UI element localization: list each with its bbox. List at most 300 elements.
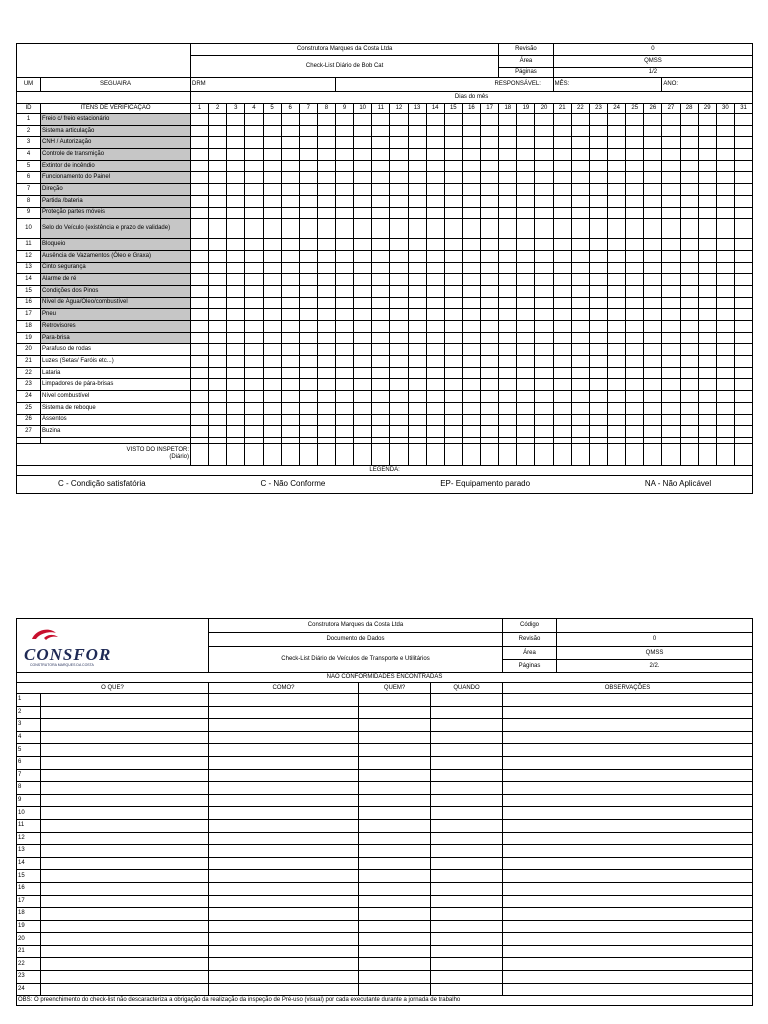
day-check-cell[interactable] <box>209 309 227 321</box>
day-check-cell[interactable] <box>499 274 517 286</box>
day-check-cell[interactable] <box>644 172 662 184</box>
day-check-cell[interactable] <box>499 414 517 426</box>
day-check-cell[interactable] <box>571 195 589 207</box>
day-check-cell[interactable] <box>734 297 752 309</box>
day-check-cell[interactable] <box>444 137 462 149</box>
day-check-cell[interactable] <box>354 309 372 321</box>
day-check-cell[interactable] <box>209 297 227 309</box>
day-check-cell[interactable] <box>734 309 752 321</box>
day-check-cell[interactable] <box>553 195 571 207</box>
day-check-cell[interactable] <box>553 137 571 149</box>
day-check-cell[interactable] <box>336 321 354 333</box>
inspector-sign-cell[interactable] <box>734 443 752 465</box>
day-check-cell[interactable] <box>626 414 644 426</box>
day-check-cell[interactable] <box>354 356 372 368</box>
day-check-cell[interactable] <box>263 137 281 149</box>
day-check-cell[interactable] <box>281 414 299 426</box>
how-cell[interactable] <box>209 744 359 757</box>
day-check-cell[interactable] <box>553 114 571 126</box>
day-check-cell[interactable] <box>299 391 317 403</box>
day-check-cell[interactable] <box>571 207 589 219</box>
day-check-cell[interactable] <box>245 262 263 274</box>
day-check-cell[interactable] <box>408 367 426 379</box>
inspector-sign-cell[interactable] <box>263 443 281 465</box>
day-check-cell[interactable] <box>354 321 372 333</box>
day-check-cell[interactable] <box>734 239 752 251</box>
day-check-cell[interactable] <box>680 219 698 239</box>
day-check-cell[interactable] <box>680 160 698 172</box>
day-check-cell[interactable] <box>608 402 626 414</box>
when-cell[interactable] <box>431 744 503 757</box>
how-cell[interactable] <box>209 933 359 946</box>
what-cell[interactable] <box>41 870 209 883</box>
day-check-cell[interactable] <box>535 195 553 207</box>
inspector-sign-cell[interactable] <box>608 443 626 465</box>
day-check-cell[interactable] <box>644 262 662 274</box>
day-check-cell[interactable] <box>662 356 680 368</box>
day-check-cell[interactable] <box>462 297 480 309</box>
day-check-cell[interactable] <box>390 274 408 286</box>
day-check-cell[interactable] <box>444 367 462 379</box>
when-cell[interactable] <box>431 908 503 921</box>
day-check-cell[interactable] <box>336 160 354 172</box>
how-cell[interactable] <box>209 857 359 870</box>
day-check-cell[interactable] <box>680 285 698 297</box>
inspector-sign-cell[interactable] <box>553 443 571 465</box>
day-check-cell[interactable] <box>553 297 571 309</box>
day-check-cell[interactable] <box>462 414 480 426</box>
day-check-cell[interactable] <box>299 219 317 239</box>
day-check-cell[interactable] <box>227 262 245 274</box>
day-check-cell[interactable] <box>644 367 662 379</box>
day-check-cell[interactable] <box>734 356 752 368</box>
day-check-cell[interactable] <box>336 297 354 309</box>
day-check-cell[interactable] <box>517 172 535 184</box>
day-check-cell[interactable] <box>698 195 716 207</box>
day-check-cell[interactable] <box>680 149 698 161</box>
day-check-cell[interactable] <box>281 285 299 297</box>
day-check-cell[interactable] <box>191 414 209 426</box>
day-check-cell[interactable] <box>462 137 480 149</box>
day-check-cell[interactable] <box>589 297 607 309</box>
day-check-cell[interactable] <box>209 160 227 172</box>
day-check-cell[interactable] <box>372 285 390 297</box>
day-check-cell[interactable] <box>191 332 209 344</box>
day-check-cell[interactable] <box>299 297 317 309</box>
day-check-cell[interactable] <box>698 207 716 219</box>
day-check-cell[interactable] <box>245 332 263 344</box>
observations-cell[interactable] <box>503 870 753 883</box>
day-check-cell[interactable] <box>499 137 517 149</box>
day-check-cell[interactable] <box>662 274 680 286</box>
day-check-cell[interactable] <box>716 285 734 297</box>
how-cell[interactable] <box>209 971 359 984</box>
day-check-cell[interactable] <box>462 274 480 286</box>
when-cell[interactable] <box>431 882 503 895</box>
who-cell[interactable] <box>359 794 431 807</box>
day-check-cell[interactable] <box>662 297 680 309</box>
day-check-cell[interactable] <box>354 195 372 207</box>
day-check-cell[interactable] <box>408 184 426 196</box>
day-check-cell[interactable] <box>209 274 227 286</box>
day-check-cell[interactable] <box>626 309 644 321</box>
day-check-cell[interactable] <box>680 414 698 426</box>
day-check-cell[interactable] <box>608 207 626 219</box>
day-check-cell[interactable] <box>481 391 499 403</box>
day-check-cell[interactable] <box>535 149 553 161</box>
day-check-cell[interactable] <box>390 195 408 207</box>
day-check-cell[interactable] <box>734 414 752 426</box>
inspector-sign-cell[interactable] <box>698 443 716 465</box>
day-check-cell[interactable] <box>626 219 644 239</box>
day-check-cell[interactable] <box>372 332 390 344</box>
day-check-cell[interactable] <box>317 149 335 161</box>
day-check-cell[interactable] <box>553 391 571 403</box>
day-check-cell[interactable] <box>535 344 553 356</box>
day-check-cell[interactable] <box>245 402 263 414</box>
day-check-cell[interactable] <box>680 184 698 196</box>
day-check-cell[interactable] <box>191 297 209 309</box>
day-check-cell[interactable] <box>608 379 626 391</box>
day-check-cell[interactable] <box>662 402 680 414</box>
day-check-cell[interactable] <box>698 414 716 426</box>
day-check-cell[interactable] <box>716 391 734 403</box>
day-check-cell[interactable] <box>716 207 734 219</box>
day-check-cell[interactable] <box>336 250 354 262</box>
day-check-cell[interactable] <box>209 219 227 239</box>
day-check-cell[interactable] <box>444 207 462 219</box>
day-check-cell[interactable] <box>281 137 299 149</box>
responsavel-field[interactable] <box>336 78 554 92</box>
day-check-cell[interactable] <box>535 402 553 414</box>
day-check-cell[interactable] <box>227 344 245 356</box>
who-cell[interactable] <box>359 756 431 769</box>
day-check-cell[interactable] <box>553 184 571 196</box>
day-check-cell[interactable] <box>354 219 372 239</box>
day-check-cell[interactable] <box>245 160 263 172</box>
day-check-cell[interactable] <box>426 414 444 426</box>
day-check-cell[interactable] <box>644 309 662 321</box>
day-check-cell[interactable] <box>553 262 571 274</box>
day-check-cell[interactable] <box>372 239 390 251</box>
day-check-cell[interactable] <box>553 332 571 344</box>
day-check-cell[interactable] <box>245 219 263 239</box>
day-check-cell[interactable] <box>481 285 499 297</box>
observations-cell[interactable] <box>503 882 753 895</box>
day-check-cell[interactable] <box>589 356 607 368</box>
day-check-cell[interactable] <box>626 250 644 262</box>
day-check-cell[interactable] <box>227 414 245 426</box>
inspector-sign-cell[interactable] <box>589 443 607 465</box>
day-check-cell[interactable] <box>336 125 354 137</box>
day-check-cell[interactable] <box>444 160 462 172</box>
day-check-cell[interactable] <box>716 414 734 426</box>
how-cell[interactable] <box>209 769 359 782</box>
day-check-cell[interactable] <box>263 114 281 126</box>
day-check-cell[interactable] <box>571 356 589 368</box>
day-check-cell[interactable] <box>354 274 372 286</box>
day-check-cell[interactable] <box>608 297 626 309</box>
day-check-cell[interactable] <box>571 184 589 196</box>
inspector-sign-cell[interactable] <box>281 443 299 465</box>
day-check-cell[interactable] <box>698 285 716 297</box>
day-check-cell[interactable] <box>281 207 299 219</box>
day-check-cell[interactable] <box>481 160 499 172</box>
inspector-sign-cell[interactable] <box>354 443 372 465</box>
day-check-cell[interactable] <box>535 207 553 219</box>
day-check-cell[interactable] <box>426 367 444 379</box>
day-check-cell[interactable] <box>299 356 317 368</box>
day-check-cell[interactable] <box>571 219 589 239</box>
who-cell[interactable] <box>359 782 431 795</box>
day-check-cell[interactable] <box>644 414 662 426</box>
day-check-cell[interactable] <box>245 172 263 184</box>
day-check-cell[interactable] <box>336 414 354 426</box>
day-check-cell[interactable] <box>716 149 734 161</box>
observations-cell[interactable] <box>503 958 753 971</box>
how-cell[interactable] <box>209 895 359 908</box>
day-check-cell[interactable] <box>644 184 662 196</box>
day-check-cell[interactable] <box>716 344 734 356</box>
day-check-cell[interactable] <box>299 332 317 344</box>
who-cell[interactable] <box>359 694 431 707</box>
day-check-cell[interactable] <box>444 332 462 344</box>
day-check-cell[interactable] <box>517 356 535 368</box>
day-check-cell[interactable] <box>553 274 571 286</box>
day-check-cell[interactable] <box>734 402 752 414</box>
day-check-cell[interactable] <box>626 137 644 149</box>
day-check-cell[interactable] <box>281 160 299 172</box>
day-check-cell[interactable] <box>716 426 734 438</box>
inspector-sign-cell[interactable] <box>209 443 227 465</box>
day-check-cell[interactable] <box>589 149 607 161</box>
when-cell[interactable] <box>431 832 503 845</box>
day-check-cell[interactable] <box>317 379 335 391</box>
day-check-cell[interactable] <box>535 219 553 239</box>
day-check-cell[interactable] <box>662 239 680 251</box>
day-check-cell[interactable] <box>227 285 245 297</box>
day-check-cell[interactable] <box>608 262 626 274</box>
day-check-cell[interactable] <box>734 332 752 344</box>
what-cell[interactable] <box>41 882 209 895</box>
day-check-cell[interactable] <box>517 285 535 297</box>
day-check-cell[interactable] <box>499 149 517 161</box>
how-cell[interactable] <box>209 832 359 845</box>
day-check-cell[interactable] <box>408 239 426 251</box>
day-check-cell[interactable] <box>589 114 607 126</box>
day-check-cell[interactable] <box>499 391 517 403</box>
day-check-cell[interactable] <box>589 207 607 219</box>
day-check-cell[interactable] <box>390 219 408 239</box>
day-check-cell[interactable] <box>571 414 589 426</box>
day-check-cell[interactable] <box>553 250 571 262</box>
day-check-cell[interactable] <box>517 160 535 172</box>
day-check-cell[interactable] <box>209 285 227 297</box>
day-check-cell[interactable] <box>626 239 644 251</box>
day-check-cell[interactable] <box>263 309 281 321</box>
day-check-cell[interactable] <box>553 426 571 438</box>
day-check-cell[interactable] <box>390 379 408 391</box>
mes-field[interactable] <box>553 78 662 92</box>
day-check-cell[interactable] <box>408 125 426 137</box>
day-check-cell[interactable] <box>734 172 752 184</box>
day-check-cell[interactable] <box>336 149 354 161</box>
day-check-cell[interactable] <box>191 321 209 333</box>
day-check-cell[interactable] <box>390 149 408 161</box>
day-check-cell[interactable] <box>626 297 644 309</box>
who-cell[interactable] <box>359 882 431 895</box>
day-check-cell[interactable] <box>716 137 734 149</box>
day-check-cell[interactable] <box>608 391 626 403</box>
day-check-cell[interactable] <box>191 367 209 379</box>
day-check-cell[interactable] <box>734 137 752 149</box>
day-check-cell[interactable] <box>336 274 354 286</box>
day-check-cell[interactable] <box>408 402 426 414</box>
who-cell[interactable] <box>359 744 431 757</box>
day-check-cell[interactable] <box>481 426 499 438</box>
day-check-cell[interactable] <box>426 250 444 262</box>
day-check-cell[interactable] <box>390 285 408 297</box>
day-check-cell[interactable] <box>517 426 535 438</box>
observations-cell[interactable] <box>503 719 753 732</box>
day-check-cell[interactable] <box>263 344 281 356</box>
day-check-cell[interactable] <box>571 274 589 286</box>
day-check-cell[interactable] <box>426 172 444 184</box>
day-check-cell[interactable] <box>426 195 444 207</box>
day-check-cell[interactable] <box>281 184 299 196</box>
day-check-cell[interactable] <box>734 344 752 356</box>
day-check-cell[interactable] <box>462 285 480 297</box>
when-cell[interactable] <box>431 769 503 782</box>
day-check-cell[interactable] <box>680 125 698 137</box>
day-check-cell[interactable] <box>571 402 589 414</box>
day-check-cell[interactable] <box>680 274 698 286</box>
day-check-cell[interactable] <box>608 332 626 344</box>
observations-cell[interactable] <box>503 920 753 933</box>
day-check-cell[interactable] <box>481 274 499 286</box>
day-check-cell[interactable] <box>354 262 372 274</box>
day-check-cell[interactable] <box>517 195 535 207</box>
day-check-cell[interactable] <box>644 125 662 137</box>
day-check-cell[interactable] <box>372 207 390 219</box>
day-check-cell[interactable] <box>462 149 480 161</box>
day-check-cell[interactable] <box>317 344 335 356</box>
day-check-cell[interactable] <box>209 195 227 207</box>
day-check-cell[interactable] <box>716 297 734 309</box>
day-check-cell[interactable] <box>317 195 335 207</box>
observations-cell[interactable] <box>503 832 753 845</box>
day-check-cell[interactable] <box>390 184 408 196</box>
day-check-cell[interactable] <box>317 402 335 414</box>
day-check-cell[interactable] <box>426 379 444 391</box>
day-check-cell[interactable] <box>680 137 698 149</box>
day-check-cell[interactable] <box>444 391 462 403</box>
day-check-cell[interactable] <box>734 321 752 333</box>
day-check-cell[interactable] <box>390 114 408 126</box>
day-check-cell[interactable] <box>517 402 535 414</box>
how-cell[interactable] <box>209 983 359 996</box>
day-check-cell[interactable] <box>336 356 354 368</box>
day-check-cell[interactable] <box>734 149 752 161</box>
observations-cell[interactable] <box>503 807 753 820</box>
day-check-cell[interactable] <box>626 332 644 344</box>
day-check-cell[interactable] <box>390 297 408 309</box>
day-check-cell[interactable] <box>281 391 299 403</box>
day-check-cell[interactable] <box>317 262 335 274</box>
inspector-sign-cell[interactable] <box>336 443 354 465</box>
day-check-cell[interactable] <box>444 379 462 391</box>
who-cell[interactable] <box>359 845 431 858</box>
day-check-cell[interactable] <box>317 160 335 172</box>
day-check-cell[interactable] <box>245 391 263 403</box>
observations-cell[interactable] <box>503 895 753 908</box>
day-check-cell[interactable] <box>662 262 680 274</box>
day-check-cell[interactable] <box>372 344 390 356</box>
when-cell[interactable] <box>431 958 503 971</box>
day-check-cell[interactable] <box>317 367 335 379</box>
day-check-cell[interactable] <box>408 219 426 239</box>
day-check-cell[interactable] <box>390 137 408 149</box>
observations-cell[interactable] <box>503 983 753 996</box>
day-check-cell[interactable] <box>444 184 462 196</box>
when-cell[interactable] <box>431 870 503 883</box>
day-check-cell[interactable] <box>191 250 209 262</box>
day-check-cell[interactable] <box>227 250 245 262</box>
day-check-cell[interactable] <box>209 125 227 137</box>
how-cell[interactable] <box>209 731 359 744</box>
when-cell[interactable] <box>431 794 503 807</box>
day-check-cell[interactable] <box>462 332 480 344</box>
day-check-cell[interactable] <box>209 414 227 426</box>
day-check-cell[interactable] <box>680 207 698 219</box>
day-check-cell[interactable] <box>608 137 626 149</box>
day-check-cell[interactable] <box>481 207 499 219</box>
day-check-cell[interactable] <box>263 149 281 161</box>
day-check-cell[interactable] <box>535 321 553 333</box>
day-check-cell[interactable] <box>281 356 299 368</box>
day-check-cell[interactable] <box>281 274 299 286</box>
day-check-cell[interactable] <box>426 344 444 356</box>
day-check-cell[interactable] <box>191 207 209 219</box>
day-check-cell[interactable] <box>553 321 571 333</box>
day-check-cell[interactable] <box>390 309 408 321</box>
day-check-cell[interactable] <box>680 250 698 262</box>
day-check-cell[interactable] <box>608 285 626 297</box>
day-check-cell[interactable] <box>245 137 263 149</box>
day-check-cell[interactable] <box>662 172 680 184</box>
day-check-cell[interactable] <box>408 379 426 391</box>
day-check-cell[interactable] <box>589 321 607 333</box>
day-check-cell[interactable] <box>354 344 372 356</box>
day-check-cell[interactable] <box>571 172 589 184</box>
day-check-cell[interactable] <box>571 344 589 356</box>
day-check-cell[interactable] <box>263 262 281 274</box>
day-check-cell[interactable] <box>354 137 372 149</box>
day-check-cell[interactable] <box>299 195 317 207</box>
day-check-cell[interactable] <box>354 114 372 126</box>
day-check-cell[interactable] <box>626 195 644 207</box>
inspector-sign-cell[interactable] <box>191 443 209 465</box>
day-check-cell[interactable] <box>553 125 571 137</box>
day-check-cell[interactable] <box>734 114 752 126</box>
day-check-cell[interactable] <box>462 207 480 219</box>
day-check-cell[interactable] <box>535 274 553 286</box>
day-check-cell[interactable] <box>245 250 263 262</box>
day-check-cell[interactable] <box>372 125 390 137</box>
day-check-cell[interactable] <box>499 285 517 297</box>
day-check-cell[interactable] <box>426 262 444 274</box>
day-check-cell[interactable] <box>281 309 299 321</box>
